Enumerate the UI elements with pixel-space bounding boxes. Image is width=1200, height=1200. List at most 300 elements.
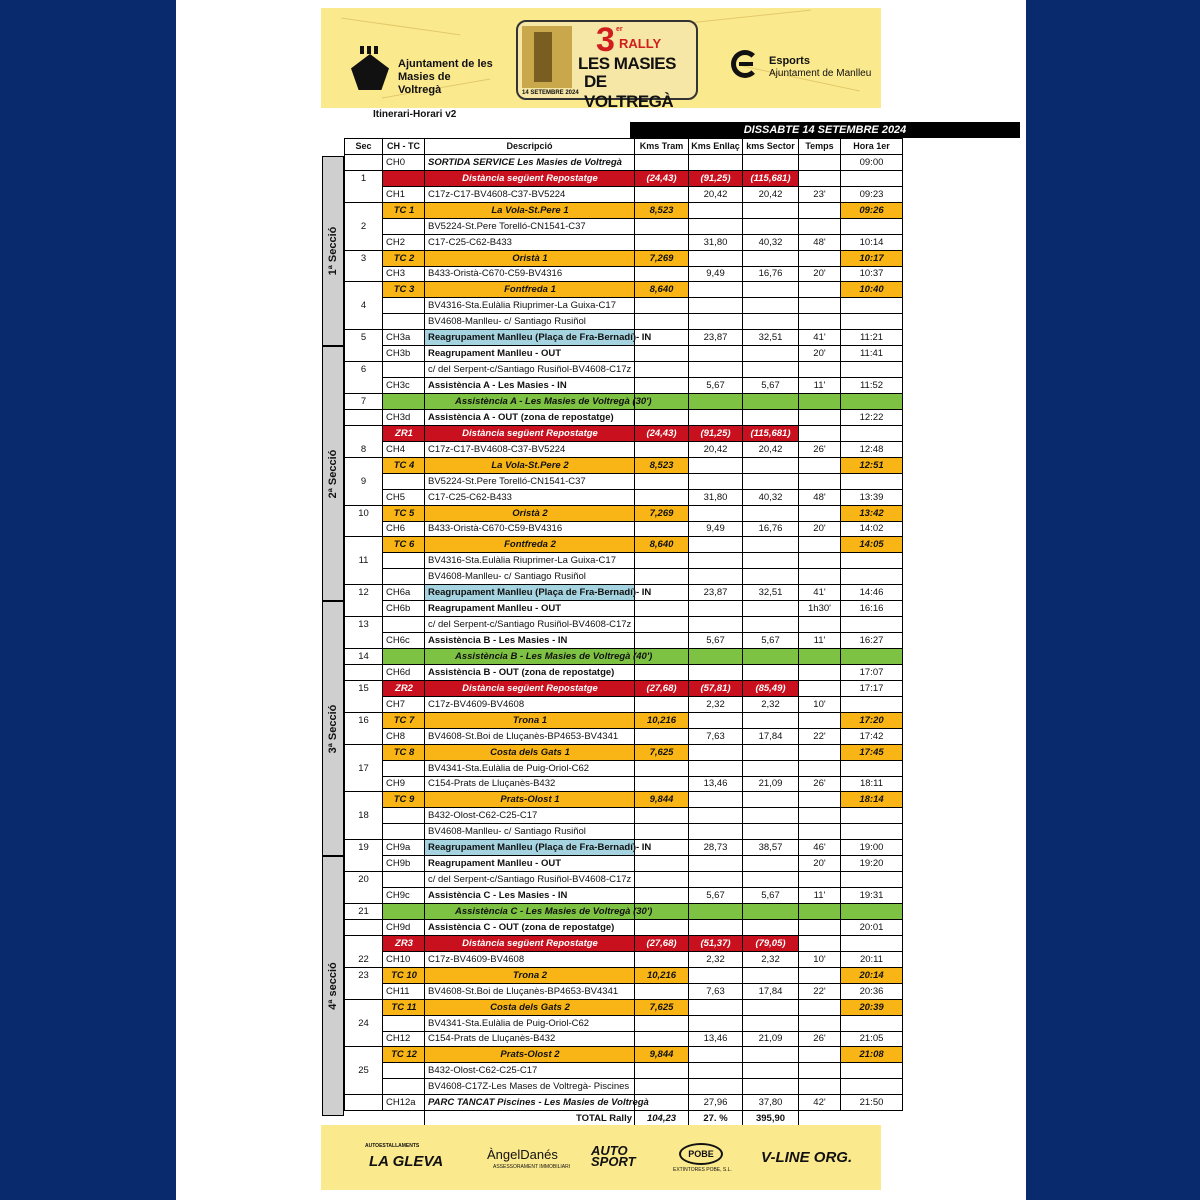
cell-temps: [799, 824, 841, 840]
cell-ktram: [635, 617, 689, 633]
cell-temps: 48': [799, 489, 841, 505]
cell-hora: [841, 617, 903, 633]
cell-ksec: 2,32: [743, 696, 799, 712]
cell-temps: [799, 505, 841, 521]
cell-code: [383, 473, 425, 489]
esports-e-icon: [731, 50, 759, 78]
cell-kenl: (51,37): [689, 935, 743, 951]
cell-temps: [799, 250, 841, 266]
total-kms-enllac: 27. %: [689, 1111, 743, 1127]
cell-desc: C17z-BV4609-BV4608: [425, 696, 635, 712]
cell-sec: [345, 202, 383, 218]
cell-kenl: (91,25): [689, 170, 743, 186]
cell-ktram: (27,68): [635, 680, 689, 696]
cell-kenl: 9,49: [689, 521, 743, 537]
cell-desc: C154-Prats de Lluçanès-B432: [425, 1031, 635, 1047]
cell-ksec: 17,84: [743, 983, 799, 999]
table-body: [345, 154, 903, 1110]
cell-hora: [841, 935, 903, 951]
cell-kenl: [689, 1015, 743, 1031]
table-row: [345, 919, 903, 935]
cell-temps: [799, 537, 841, 553]
cell-code: CH9b: [383, 856, 425, 872]
sponsor-pobe-logo: POBE: [679, 1143, 723, 1165]
cell-ktram: [635, 378, 689, 394]
cell-temps: [799, 473, 841, 489]
cell-code: CH3a: [383, 330, 425, 346]
cell-ktram: [635, 314, 689, 330]
cell-hora: [841, 1079, 903, 1095]
cell-kenl: 5,67: [689, 633, 743, 649]
cell-temps: [799, 569, 841, 585]
cell-ktram: [635, 1079, 689, 1095]
cell-sec: [345, 744, 383, 760]
cell-code: CH1: [383, 186, 425, 202]
cell-kenl: [689, 569, 743, 585]
cell-kenl: 7,63: [689, 983, 743, 999]
header-banner: [321, 8, 881, 111]
cell-code: ZR2: [383, 680, 425, 696]
cell-hora: 09:26: [841, 202, 903, 218]
cell-hora: 16:27: [841, 633, 903, 649]
cell-code: [383, 904, 425, 920]
day-header: DISSABTE 14 SETEMBRE 2024: [630, 122, 1020, 138]
cell-temps: 10': [799, 696, 841, 712]
section-label-text: 4ª secció: [327, 962, 339, 1010]
cell-ksec: [743, 649, 799, 665]
cell-sec: [345, 1047, 383, 1063]
cell-code: [383, 553, 425, 569]
cell-sec: 13: [345, 617, 383, 633]
cell-desc: B433-Oristà-C670-C59-BV4316: [425, 521, 635, 537]
cell-desc: BV4608-St.Boi de Lluçanès-BP4653-BV4341: [425, 728, 635, 744]
cell-sec: 5: [345, 330, 383, 346]
cell-ksec: [743, 856, 799, 872]
cell-ktram: [635, 186, 689, 202]
cell-kenl: [689, 457, 743, 473]
cell-code: [383, 314, 425, 330]
cell-code: CH3c: [383, 378, 425, 394]
cell-kenl: 31,80: [689, 489, 743, 505]
cell-code: TC 12: [383, 1047, 425, 1063]
cell-desc: Fontfreda 2: [425, 537, 635, 553]
cell-hora: 20:36: [841, 983, 903, 999]
section-label-text: 1ª Secció: [327, 226, 339, 276]
cell-code: CH10: [383, 951, 425, 967]
cell-sec: [345, 346, 383, 362]
table-row: [345, 521, 903, 537]
cell-sec: [345, 888, 383, 904]
table-row: [345, 425, 903, 441]
cell-desc: Assistència A - Les Masies de Voltregà (30'): [425, 394, 635, 410]
cell-desc: Costa dels Gats 2: [425, 999, 635, 1015]
cell-temps: [799, 362, 841, 378]
cell-ksec: 21,09: [743, 1031, 799, 1047]
cell-kenl: 13,46: [689, 1031, 743, 1047]
cell-kenl: 23,87: [689, 585, 743, 601]
cell-ksec: [743, 792, 799, 808]
cell-ksec: [743, 919, 799, 935]
cell-ksec: [743, 744, 799, 760]
cell-ktram: [635, 601, 689, 617]
cell-temps: 11': [799, 633, 841, 649]
cell-temps: [799, 1015, 841, 1031]
cell-hora: 17:45: [841, 744, 903, 760]
cell-ktram: 8,523: [635, 202, 689, 218]
cell-kenl: 5,67: [689, 378, 743, 394]
cell-ksec: 38,57: [743, 840, 799, 856]
cell-ksec: [743, 394, 799, 410]
cell-temps: 48': [799, 234, 841, 250]
cell-ktram: [635, 808, 689, 824]
cell-hora: 17:17: [841, 680, 903, 696]
cell-hora: [841, 1063, 903, 1079]
cell-ksec: 5,67: [743, 633, 799, 649]
cell-desc: La Vola-St.Pere 2: [425, 457, 635, 473]
cell-hora: 20:01: [841, 919, 903, 935]
cell-code: CH4: [383, 441, 425, 457]
cell-ksec: [743, 824, 799, 840]
cell-ktram: (24,43): [635, 170, 689, 186]
cell-hora: [841, 553, 903, 569]
cell-sec: 2: [345, 218, 383, 234]
cell-hora: 13:39: [841, 489, 903, 505]
rally-logo: [516, 20, 698, 111]
cell-desc: Assistència B - OUT (zona de repostatge): [425, 664, 635, 680]
section-label-3: [322, 601, 344, 856]
cell-temps: [799, 904, 841, 920]
cell-desc: C17z-C17-BV4608-C37-BV5224: [425, 186, 635, 202]
cell-code: TC 6: [383, 537, 425, 553]
cell-hora: 11:21: [841, 330, 903, 346]
cell-ktram: [635, 473, 689, 489]
cell-temps: 41': [799, 585, 841, 601]
cell-temps: [799, 680, 841, 696]
cell-kenl: [689, 808, 743, 824]
cell-ksec: [743, 553, 799, 569]
cell-desc: Trona 1: [425, 712, 635, 728]
table-row: [345, 776, 903, 792]
cell-sec: [345, 569, 383, 585]
cell-code: TC 5: [383, 505, 425, 521]
cell-kenl: 13,46: [689, 776, 743, 792]
table-row: [345, 218, 903, 234]
cell-kenl: [689, 856, 743, 872]
cell-sec: [345, 154, 383, 170]
cell-sec: 24: [345, 1015, 383, 1031]
itinerary-table: [344, 138, 903, 1127]
cell-sec: [345, 457, 383, 473]
cell-sec: [345, 425, 383, 441]
cell-kenl: [689, 664, 743, 680]
cell-kenl: [689, 1079, 743, 1095]
cell-ktram: [635, 856, 689, 872]
cell-desc: BV4341-Sta.Eulàlia de Puig-Oriol-C62: [425, 1015, 635, 1031]
cell-kenl: 27,96: [689, 1095, 743, 1111]
cell-ksec: [743, 218, 799, 234]
cell-kenl: 28,73: [689, 840, 743, 856]
ajuntament-name: Ajuntament de les Masies de Voltregà: [398, 58, 493, 96]
cell-code: [383, 1079, 425, 1095]
cell-ktram: [635, 664, 689, 680]
cell-kenl: [689, 362, 743, 378]
cell-ktram: [635, 696, 689, 712]
cell-kenl: (57,81): [689, 680, 743, 696]
cell-temps: [799, 298, 841, 314]
cell-hora: 17:07: [841, 664, 903, 680]
cell-ksec: [743, 967, 799, 983]
cell-ktram: 9,844: [635, 792, 689, 808]
cell-kenl: [689, 824, 743, 840]
esports-title: Esports: [769, 55, 810, 67]
cell-kenl: [689, 744, 743, 760]
table-row: [345, 346, 903, 362]
cell-ksec: [743, 1047, 799, 1063]
cell-hora: [841, 314, 903, 330]
cell-hora: 20:39: [841, 999, 903, 1015]
cell-ksec: [743, 808, 799, 824]
cell-temps: [799, 808, 841, 824]
cell-kenl: [689, 202, 743, 218]
table-row: [345, 824, 903, 840]
table-row: [345, 1063, 903, 1079]
cell-desc: Reagrupament Manlleu (Plaça de Fra-Bernadí)- IN: [425, 840, 635, 856]
cell-kenl: 31,80: [689, 234, 743, 250]
cell-ktram: [635, 154, 689, 170]
cell-temps: 22': [799, 983, 841, 999]
section-label-2: [322, 346, 344, 601]
cell-sec: [345, 824, 383, 840]
table-row: [345, 234, 903, 250]
cell-sec: 21: [345, 904, 383, 920]
cell-code: CH11: [383, 983, 425, 999]
cell-ktram: 8,523: [635, 457, 689, 473]
cell-temps: [799, 1063, 841, 1079]
col-header-ch-tc: CH - TC: [383, 139, 425, 155]
cell-temps: [799, 744, 841, 760]
cell-temps: [799, 457, 841, 473]
cell-desc: BV4608-St.Boi de Lluçanès-BP4653-BV4341: [425, 983, 635, 999]
rally-number: 3: [596, 21, 615, 59]
section-label-text: 2ª Secció: [327, 449, 339, 498]
cell-temps: 22': [799, 728, 841, 744]
sponsor-lagleva-subtitle: AUTOESTALLAMENTS: [365, 1143, 420, 1149]
cell-code: [383, 760, 425, 776]
cell-temps: 1h30': [799, 601, 841, 617]
cell-ktram: 7,625: [635, 744, 689, 760]
cell-hora: 16:16: [841, 601, 903, 617]
cell-ksec: [743, 664, 799, 680]
cell-code: CH9: [383, 776, 425, 792]
cell-sec: 6: [345, 362, 383, 378]
cell-ktram: [635, 1063, 689, 1079]
cell-code: CH0: [383, 154, 425, 170]
cell-ksec: [743, 999, 799, 1015]
cell-ktram: [635, 298, 689, 314]
table-row: [345, 904, 903, 920]
table-row: [345, 1095, 903, 1111]
cell-sec: [345, 537, 383, 553]
cell-temps: [799, 999, 841, 1015]
cell-temps: 41': [799, 330, 841, 346]
table-row: [345, 282, 903, 298]
cell-sec: [345, 728, 383, 744]
cell-kenl: [689, 282, 743, 298]
cell-ksec: 40,32: [743, 489, 799, 505]
cell-ksec: [743, 1063, 799, 1079]
cell-code: CH8: [383, 728, 425, 744]
cell-ktram: [635, 776, 689, 792]
cell-sec: 18: [345, 808, 383, 824]
cell-ksec: [743, 1079, 799, 1095]
cell-sec: [345, 1031, 383, 1047]
cell-kenl: [689, 601, 743, 617]
cell-sec: 16: [345, 712, 383, 728]
cell-kenl: [689, 154, 743, 170]
cell-ksec: 32,51: [743, 585, 799, 601]
cell-desc: BV4608-Manlleu- c/ Santiago Rusiñol: [425, 314, 635, 330]
cell-desc: Fontfreda 1: [425, 282, 635, 298]
cell-kenl: 9,49: [689, 266, 743, 282]
cell-kenl: 23,87: [689, 330, 743, 346]
cell-ktram: (27,68): [635, 935, 689, 951]
cell-sec: [345, 983, 383, 999]
cell-code: ZR1: [383, 425, 425, 441]
cell-hora: 17:42: [841, 728, 903, 744]
cell-ksec: 16,76: [743, 521, 799, 537]
cell-kenl: [689, 553, 743, 569]
cell-code: [383, 808, 425, 824]
cell-temps: 11': [799, 378, 841, 394]
cell-hora: [841, 569, 903, 585]
cell-ktram: (24,43): [635, 425, 689, 441]
cell-ktram: [635, 760, 689, 776]
table-row: [345, 170, 903, 186]
table-row: [345, 473, 903, 489]
cell-kenl: 5,67: [689, 888, 743, 904]
church-photo-icon: [522, 26, 572, 88]
cell-temps: [799, 919, 841, 935]
cell-ktram: [635, 346, 689, 362]
cell-desc: SORTIDA SERVICE Les Masies de Voltregà: [425, 154, 635, 170]
cell-hora: 12:22: [841, 409, 903, 425]
cell-ksec: [743, 601, 799, 617]
cell-code: CH3: [383, 266, 425, 282]
cell-code: ZR3: [383, 935, 425, 951]
cell-ktram: 8,640: [635, 282, 689, 298]
cell-ksec: [743, 457, 799, 473]
cell-desc: Distància següent Repostatge: [425, 425, 635, 441]
cell-hora: 13:42: [841, 505, 903, 521]
cell-hora: 21:50: [841, 1095, 903, 1111]
cell-temps: 20': [799, 346, 841, 362]
cell-desc: Assistència B - Les Masies - IN: [425, 633, 635, 649]
rally-name-line1: LES MASIES: [578, 54, 676, 73]
cell-code: TC 4: [383, 457, 425, 473]
cell-ksec: [743, 505, 799, 521]
cell-ksec: [743, 1015, 799, 1031]
cell-kenl: 2,32: [689, 696, 743, 712]
table-row: [345, 680, 903, 696]
cell-ktram: 10,216: [635, 967, 689, 983]
cell-ksec: 5,67: [743, 888, 799, 904]
cell-hora: 14:05: [841, 537, 903, 553]
cell-desc: Oristà 2: [425, 505, 635, 521]
cell-desc: B432-Olost-C62-C25-C17: [425, 1063, 635, 1079]
cell-ktram: [635, 234, 689, 250]
cell-hora: 21:05: [841, 1031, 903, 1047]
table-row: [345, 728, 903, 744]
cell-kenl: [689, 617, 743, 633]
cell-desc: Reagrupament Manlleu - OUT: [425, 346, 635, 362]
table-row: [345, 888, 903, 904]
cell-ksec: (115,681): [743, 170, 799, 186]
cell-desc: Assistència C - Les Masies de Voltregà (30'): [425, 904, 635, 920]
table-row: [345, 553, 903, 569]
cell-code: [383, 362, 425, 378]
cell-desc: c/ del Serpent-c/Santiago Rusiñol-BV4608-C17z: [425, 362, 635, 378]
cell-kenl: [689, 792, 743, 808]
cell-ksec: [743, 569, 799, 585]
cell-temps: 11': [799, 888, 841, 904]
cell-hora: [841, 904, 903, 920]
cell-temps: [799, 170, 841, 186]
cell-temps: [799, 394, 841, 410]
cell-hora: 18:11: [841, 776, 903, 792]
cell-ktram: 7,625: [635, 999, 689, 1015]
cell-ktram: [635, 409, 689, 425]
cell-desc: Distància següent Repostatge: [425, 680, 635, 696]
cell-temps: [799, 792, 841, 808]
cell-temps: 26': [799, 441, 841, 457]
sponsor-angeldanes-subtitle: ASSESSORAMENT IMMOBILIARI: [493, 1164, 571, 1170]
cell-sec: 14: [345, 649, 383, 665]
cell-kenl: [689, 1047, 743, 1063]
cell-ktram: 7,269: [635, 250, 689, 266]
cell-ktram: [635, 951, 689, 967]
cell-ktram: [635, 553, 689, 569]
rally-ordinal: er: [616, 26, 623, 33]
cell-desc: BV4608-C17Z-Les Mases de Voltregà- Piscines: [425, 1079, 635, 1095]
rally-name-line2: DE VOLTREGÀ: [584, 72, 674, 111]
cell-ksec: (115,681): [743, 425, 799, 441]
table-row: [345, 1047, 903, 1063]
cell-temps: [799, 282, 841, 298]
cell-sec: [345, 314, 383, 330]
col-header-kms-tram: Kms Tram: [635, 139, 689, 155]
cell-ksec: [743, 298, 799, 314]
cell-kenl: [689, 999, 743, 1015]
cell-temps: 42': [799, 1095, 841, 1111]
table-row: [345, 649, 903, 665]
cell-kenl: [689, 409, 743, 425]
cell-sec: 25: [345, 1063, 383, 1079]
cell-desc: B432-Olost-C62-C25-C17: [425, 808, 635, 824]
cell-ksec: 16,76: [743, 266, 799, 282]
cell-desc: Costa dels Gats 1: [425, 744, 635, 760]
cell-ktram: 9,844: [635, 1047, 689, 1063]
cell-temps: 20': [799, 521, 841, 537]
document-sheet: [176, 0, 1026, 1200]
cell-desc: BV5224-St.Pere Torelló-CN1541-C37: [425, 473, 635, 489]
cell-temps: [799, 649, 841, 665]
cell-hora: 10:37: [841, 266, 903, 282]
table-row: [345, 808, 903, 824]
cell-ksec: [743, 250, 799, 266]
cell-kenl: (91,25): [689, 425, 743, 441]
cell-hora: [841, 824, 903, 840]
cell-desc: Distància següent Repostatge: [425, 935, 635, 951]
